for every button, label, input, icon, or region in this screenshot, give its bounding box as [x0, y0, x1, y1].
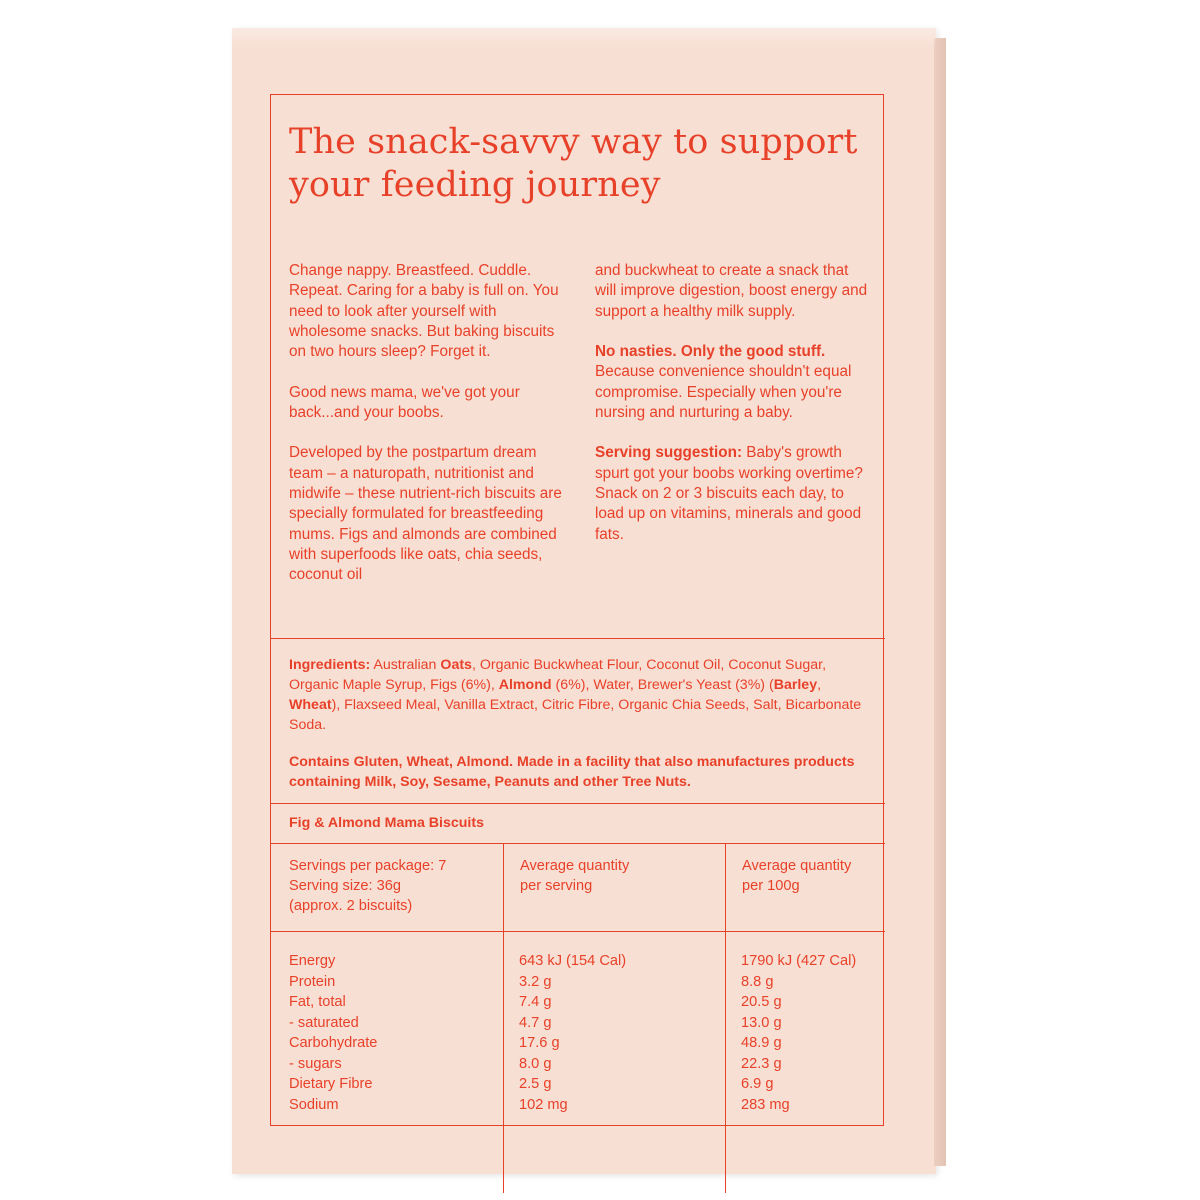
nutrient-per-serving: 4.7 g: [519, 1014, 552, 1031]
per-serving-header-line1: Average quantity: [520, 858, 630, 874]
ingredient-wheat: Wheat: [289, 697, 332, 714]
ingredients-text-1: Australian: [370, 657, 441, 673]
nutrient-per-100g: 22.3 g: [741, 1055, 782, 1072]
nutrient-per-serving: 102 mg: [519, 1096, 568, 1113]
paragraph-dream-team: Developed by the postpartum dream team – a naturopath, nutritionist and midwife – these nutrient-rich biscuits are specially formulated for breastfeeding mums. Figs and almonds are combined with superfoods like oats, chia seeds, coconut oil: [289, 444, 562, 584]
ingredients-text-2: , Organic Buckwheat Flour, Coconut Oil, Coconut Sugar, Organic Maple Syrup, Figs (6%),: [289, 657, 827, 694]
nutrient-per-100g: 48.9 g: [741, 1035, 782, 1051]
ingredients-label: Ingredients:: [289, 657, 371, 673]
paragraph-no-nasties: [595, 342, 869, 423]
body-right-column: [595, 261, 869, 586]
table-row: [271, 1095, 885, 1116]
nutrient-per-serving: 8.0 g: [519, 1055, 552, 1072]
ingredient-oats: Oats: [440, 657, 472, 673]
nutrient-per-100g: 1790 kJ (427 Cal): [741, 953, 857, 969]
ingredients-text-4: ,: [817, 677, 822, 694]
nutrient-per-serving: 2.5 g: [519, 1076, 552, 1092]
nutrient-per-100g: 8.8 g: [741, 973, 774, 990]
divider-above-ingredients: [271, 638, 885, 639]
nutrition-rows: [271, 951, 885, 1115]
ingredient-almond: Almond: [498, 677, 552, 694]
divider-below-nip-header: [271, 931, 885, 932]
per-100g-header-line2: per 100g: [742, 877, 800, 894]
nutrient-label: Carbohydrate: [289, 1035, 378, 1051]
nutrient-label: Fat, total: [289, 994, 346, 1010]
body-copy: [289, 261, 869, 586]
table-row: [271, 1033, 885, 1054]
servings-per-package: Servings per package: 7: [289, 858, 447, 874]
nutrient-label: - sugars: [289, 1055, 342, 1072]
table-row: [271, 972, 885, 993]
ingredients-text-3: (6%), Water, Brewer's Yeast (3%) (: [551, 677, 774, 694]
nutrient-per-serving: 17.6 g: [519, 1035, 560, 1051]
product-box: [232, 28, 936, 1174]
paragraph-continuation: and buckwheat to create a snack that will improve digestion, boost energy and support a healthy milk supply.: [595, 262, 868, 320]
box-top-highlight: [232, 28, 936, 48]
paragraph-serving-suggestion: [595, 443, 869, 545]
nutrient-label: Dietary Fibre: [289, 1076, 373, 1092]
nutrition-panel-title: Fig & Almond Mama Biscuits: [289, 815, 484, 831]
serving-info-cell: [271, 843, 503, 931]
nutrient-per-serving: 7.4 g: [519, 994, 552, 1010]
table-row: [271, 992, 885, 1013]
nutrient-per-100g: 13.0 g: [741, 1014, 782, 1031]
nutrient-label: Protein: [289, 973, 336, 990]
ingredient-barley: Barley: [773, 677, 818, 694]
nutrient-per-serving: 3.2 g: [519, 973, 552, 990]
table-row: [271, 951, 885, 972]
table-row: [271, 1013, 885, 1034]
per-100g-header-line1: Average quantity: [742, 858, 852, 874]
nutrient-label: Energy: [289, 953, 336, 969]
ingredients-block: [289, 655, 869, 792]
allergen-statement: Contains Gluten, Wheat, Almond. Made in a facility that also manufactures products containing Milk, Soy, Sesame, Peanuts and other Tree Nuts.: [289, 753, 855, 790]
per-serving-header-cell: [503, 843, 725, 931]
nutrient-per-100g: 6.9 g: [741, 1076, 774, 1092]
table-row: [271, 1054, 885, 1075]
ingredients-text-5: ), Flaxseed Meal, Vanilla Extract, Citric Fibre, Organic Chia Seeds, Salt, Bicarbonate Soda.: [289, 697, 862, 734]
nutrient-label: - saturated: [289, 1014, 359, 1031]
table-row: [271, 1074, 885, 1095]
serving-note: (approx. 2 biscuits): [289, 897, 413, 914]
paragraph-good-news: Good news mama, we've got your back...and your boobs.: [289, 383, 520, 422]
serving-suggestion-text: Baby's growth spurt got your boobs working overtime? Snack on 2 or 3 biscuits each day, to load up on vitamins, minerals and good fats.: [595, 444, 863, 543]
per-serving-header-line2: per serving: [520, 877, 593, 894]
body-left-column: [289, 261, 563, 586]
box-right-edge: [934, 38, 946, 1166]
nutrient-per-100g: 20.5 g: [741, 994, 782, 1010]
nutrition-header-row: [271, 843, 885, 931]
ingredients-list: [289, 655, 869, 736]
nutrient-per-serving: 643 kJ (154 Cal): [519, 953, 627, 969]
serving-suggestion-heading: Serving suggestion:: [595, 444, 743, 462]
nutrient-per-100g: 283 mg: [741, 1096, 790, 1113]
paragraph-intro: Change nappy. Breastfeed. Cuddle. Repeat. Caring for a baby is full on. You need to look after yourself with wholesome snacks. But baking biscuits on two hours sleep? Forget it.: [289, 262, 559, 361]
no-nasties-text: Because convenience shouldn't equal compromise. Especially when you're nursing and nurturing a baby.: [595, 363, 852, 422]
nutrition-information-panel: [271, 843, 885, 931]
no-nasties-heading: No nasties. Only the good stuff.: [595, 343, 826, 361]
divider-above-nip-title: [271, 803, 885, 804]
per-100g-header-cell: [725, 843, 885, 931]
page-title: The snack-savvy way to support your feeding journey: [289, 122, 858, 205]
nutrient-label: Sodium: [289, 1096, 339, 1113]
serving-size: Serving size: 36g: [289, 877, 401, 894]
back-panel-frame: [270, 94, 884, 1126]
